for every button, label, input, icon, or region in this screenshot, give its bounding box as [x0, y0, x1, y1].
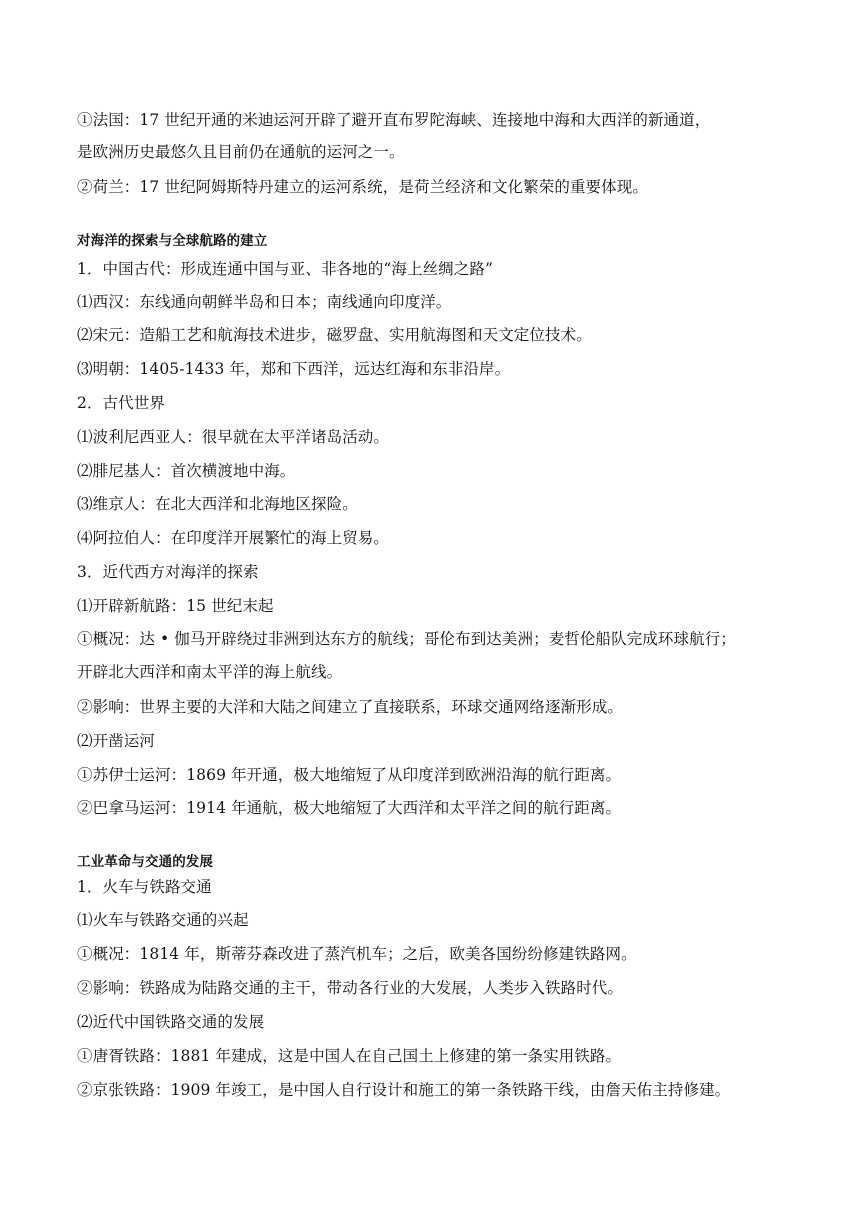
- text-line: ②巴拿马运河：1914 年通航，极大地缩短了大西洋和太平洋之间的航行距离。: [77, 799, 622, 817]
- text-line: ⑶维京人：在北大西洋和北海地区探险。: [77, 495, 358, 513]
- text-line: ①概况：达 • 伽马开辟绕过非洲到达东方的航线；哥伦布到达美洲；麦哲伦船队完成环球航行；: [77, 630, 736, 648]
- text-line: ①唐胥铁路：1881 年建成，这是中国人在自己国土上修建的第一条实用铁路。: [77, 1047, 622, 1065]
- text-line: 1．中国古代：形成连通中国与亚、非各地的“海上丝绸之路”: [77, 260, 494, 278]
- text-line: ⑵宋元：造船工艺和航海技术进步，磁罗盘、实用航海图和天文定位技术。: [77, 326, 592, 344]
- text-line: ⑵近代中国铁路交通的发展: [77, 1013, 265, 1031]
- text-line: ⑴开辟新航路：15 世纪末起: [77, 597, 274, 615]
- text-line: ⑵腓尼基人：首次横渡地中海。: [77, 462, 296, 480]
- text-line: 开辟北大西洋和南太平洋的海上航线。: [77, 663, 343, 681]
- text-line: 1．火车与铁路交通: [77, 878, 212, 896]
- text-line: 是欧洲历史最悠久且目前仍在通航的运河之一。: [77, 143, 405, 161]
- text-line: ②荷兰：17 世纪阿姆斯特丹建立的运河系统，是荷兰经济和文化繁荣的重要体现。: [77, 178, 648, 196]
- text-line: ⑴波利尼西亚人：很早就在太平洋诸岛活动。: [77, 428, 390, 446]
- text-line: 3．近代西方对海洋的探索: [77, 563, 259, 581]
- text-line: ⑵开凿运河: [77, 732, 156, 750]
- section-heading: 对海洋的探索与全球航路的建立: [77, 233, 268, 249]
- text-line: ⑶明朝：1405-1433 年，郑和下西洋，远达红海和东非沿岸。: [77, 360, 511, 378]
- text-line: ①法国：17 世纪开通的米迪运河开辟了避开直布罗陀海峡、连接地中海和大西洋的新通道，: [77, 111, 711, 129]
- text-line: ②影响：世界主要的大洋和大陆之间建立了直接联系，环球交通网络逐渐形成。: [77, 698, 624, 716]
- text-line: ⑴西汉：东线通向朝鲜半岛和日本；南线通向印度洋。: [77, 293, 452, 311]
- text-line: ①苏伊士运河：1869 年开通，极大地缩短了从印度洋到欧洲沿海的航行距离。: [77, 766, 622, 784]
- text-line: ⑷阿拉伯人：在印度洋开展繁忙的海上贸易。: [77, 529, 390, 547]
- text-line: ②影响：铁路成为陆路交通的主干，带动各行业的大发展，人类步入铁路时代。: [77, 979, 624, 997]
- text-line: ②京张铁路：1909 年竣工，是中国人自行设计和施工的第一条铁路干线，由詹天佑主持修建。: [77, 1081, 731, 1099]
- text-line: 2．古代世界: [77, 394, 165, 412]
- text-line: ①概况：1814 年，斯蒂芬森改进了蒸汽机车；之后，欧美各国纷纷修建铁路网。: [77, 945, 637, 963]
- section-heading: 工业革命与交通的发展: [77, 854, 213, 870]
- text-line: ⑴火车与铁路交通的兴起: [77, 911, 249, 929]
